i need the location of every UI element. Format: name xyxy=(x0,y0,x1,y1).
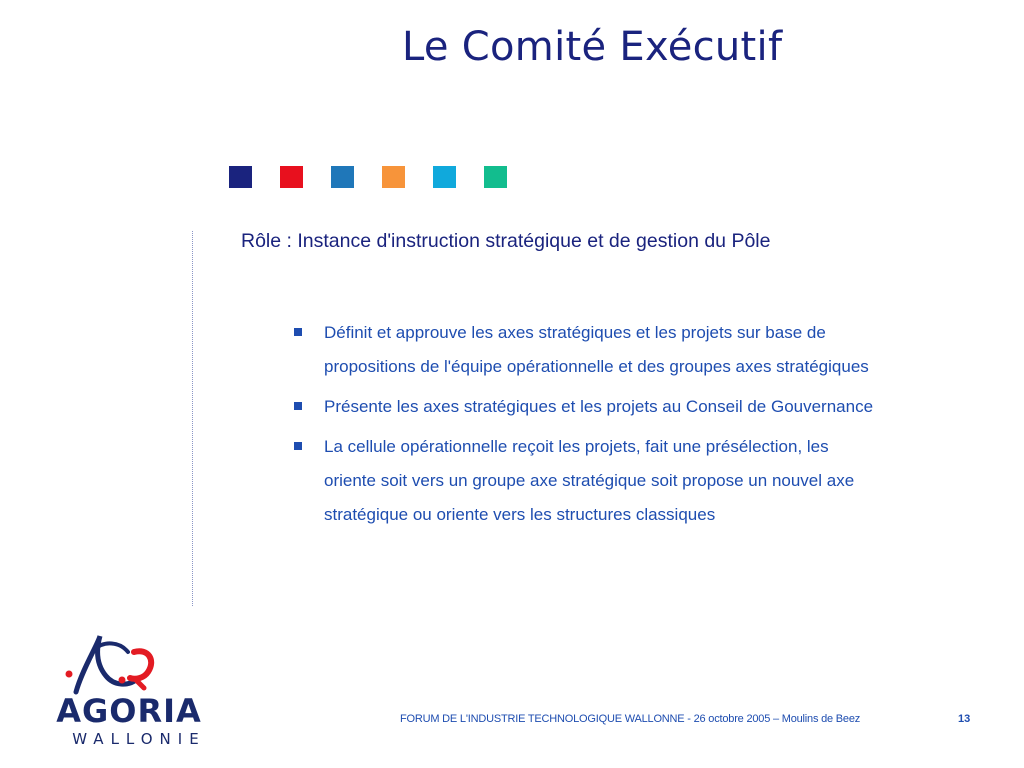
square-bullet-icon xyxy=(294,402,302,410)
bullet-item xyxy=(294,430,1009,532)
bullet-list xyxy=(294,316,1009,538)
square-bullet-icon xyxy=(294,442,302,450)
swatch-green xyxy=(484,166,507,188)
footer-text: FORUM DE L'INDUSTRIE TECHNOLOGIQUE WALLONNE - 26 octobre 2005 – Moulins de Beez xyxy=(400,713,861,725)
page-number: 13 xyxy=(958,713,971,725)
square-bullet-icon xyxy=(294,328,302,336)
swatch-blue xyxy=(331,166,354,188)
bullet-text: Définit et approuve les axes stratégiques et les projets sur base de propositions de l'équipe opérationnelle et des groupes axes stratégiques xyxy=(324,323,869,376)
swatch-navy xyxy=(229,166,252,188)
logo-subtitle: WALLONIE xyxy=(72,730,206,748)
agoria-wallonie-logo xyxy=(24,630,234,750)
role-heading: Rôle : Instance d'instruction stratégique et de gestion du Pôle xyxy=(241,230,771,252)
agoria-swoosh-icon xyxy=(66,636,152,692)
bullet-item xyxy=(294,390,1009,424)
swatch-orange xyxy=(382,166,405,188)
slide-title: Le Comité Exécutif xyxy=(402,24,783,70)
logo-name: AGORIA xyxy=(56,692,202,730)
bullet-text: Présente les axes stratégiques et les projets au Conseil de Gouvernance xyxy=(324,397,874,416)
swatch-cyan xyxy=(433,166,456,188)
swatch-red xyxy=(280,166,303,188)
dotted-divider xyxy=(192,231,193,606)
bullet-text: La cellule opérationnelle reçoit les projets, fait une présélection, les oriente soit vers un groupe axe stratégique soit propose un nouvel axe stratégique ou oriente vers les structures classiques xyxy=(324,437,855,524)
bullet-item xyxy=(294,316,1009,384)
